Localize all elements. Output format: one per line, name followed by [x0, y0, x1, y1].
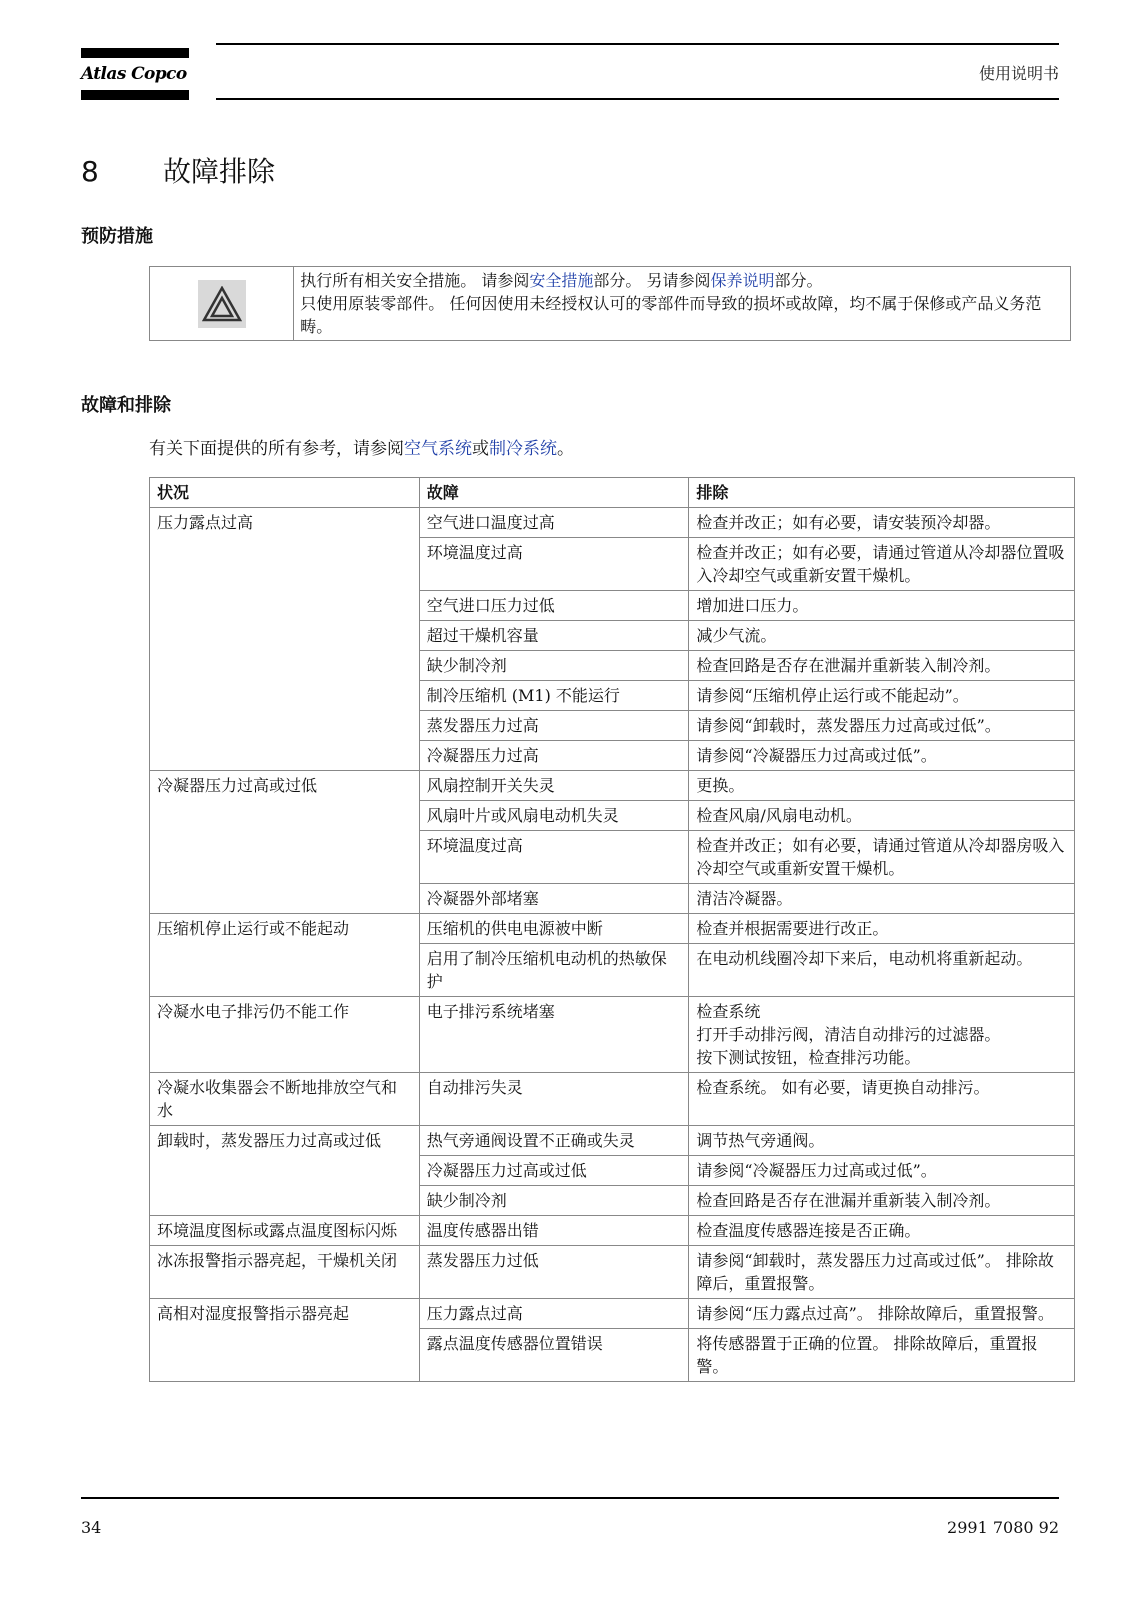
fault-cell: 蒸发器压力过高	[419, 711, 689, 741]
fault-cell: 空气进口压力过低	[419, 591, 689, 621]
fault-cell: 压力露点过高	[419, 1299, 689, 1329]
remedy-cell: 更换。	[689, 771, 1075, 801]
fault-cell: 空气进口温度过高	[419, 508, 689, 538]
warning-text-part: 部分。 另请参阅	[593, 271, 711, 290]
fault-cell: 启用了制冷压缩机电动机的热敏保护	[419, 944, 689, 997]
remedy-cell: 检查并改正；如有必要，请安装预冷却器。	[689, 508, 1075, 538]
condition-cell: 卸载时，蒸发器压力过高或过低	[150, 1126, 420, 1216]
condition-cell: 环境温度图标或露点温度图标闪烁	[150, 1216, 420, 1246]
table-row	[150, 771, 1075, 801]
fault-cell: 超过干燥机容量	[419, 621, 689, 651]
fault-cell: 自动排污失灵	[419, 1073, 689, 1126]
remedy-cell: 检查系统。 如有必要，请更换自动排污。	[689, 1073, 1075, 1126]
condition-cell: 高相对湿度报警指示器亮起	[150, 1299, 420, 1382]
condition-cell: 压力露点过高	[150, 508, 420, 771]
fault-cell: 蒸发器压力过低	[419, 1246, 689, 1299]
table-row	[150, 1246, 1075, 1299]
warning-box	[149, 266, 1071, 341]
fault-cell: 露点温度传感器位置错误	[419, 1329, 689, 1382]
logo-brand-text: Atlas Copco	[81, 64, 187, 84]
warning-text	[294, 267, 1070, 340]
remedy-cell: 清洁冷凝器。	[689, 884, 1075, 914]
remedy-cell: 请参阅“冷凝器压力过高或过低”。	[689, 741, 1075, 771]
warning-line-2: 只使用原装零部件。 任何因使用未经授权认可的零部件而导致的损坏或故障，均不属于保修或产品义务范畴。	[300, 294, 1042, 336]
fault-cell: 环境温度过高	[419, 538, 689, 591]
fault-table-header	[150, 478, 1075, 508]
condition-cell: 冷凝水电子排污仍不能工作	[150, 997, 420, 1073]
condition-cell: 冷凝器压力过高或过低	[150, 771, 420, 914]
chapter-title	[81, 150, 275, 190]
table-row	[150, 1216, 1075, 1246]
remedy-cell: 检查并根据需要进行改正。	[689, 914, 1075, 944]
faults-heading: 故障和排除	[81, 395, 171, 416]
remedy-cell: 检查系统 打开手动排污阀，清洁自动排污的过滤器。 按下测试按钮，检查排污功能。	[689, 997, 1075, 1073]
header-rule-bottom	[216, 98, 1059, 100]
table-row	[150, 1126, 1075, 1156]
faults-intro	[149, 434, 574, 459]
fault-cell: 热气旁通阀设置不正确或失灵	[419, 1126, 689, 1156]
footer-rule	[81, 1497, 1059, 1499]
link-air-system[interactable]: 空气系统	[404, 439, 472, 459]
fault-cell: 风扇叶片或风扇电动机失灵	[419, 801, 689, 831]
fault-cell: 冷凝器压力过高	[419, 741, 689, 771]
remedy-cell: 请参阅“冷凝器压力过高或过低”。	[689, 1156, 1075, 1186]
header-rule-top	[216, 43, 1059, 45]
fault-cell: 压缩机的供电电源被中断	[419, 914, 689, 944]
intro-text-part: 有关下面提供的所有参考，请参阅	[149, 439, 404, 459]
precautions-heading: 预防措施	[81, 226, 153, 247]
document-type: 使用说明书	[978, 64, 1059, 83]
logo-bar-bottom	[81, 90, 189, 100]
warning-triangle-icon	[198, 280, 246, 328]
column-header-condition: 状况	[150, 478, 420, 508]
warning-icon-cell	[150, 267, 294, 340]
fault-cell: 冷凝器外部堵塞	[419, 884, 689, 914]
column-header-fault: 故障	[419, 478, 689, 508]
chapter-number: 8	[81, 155, 99, 188]
condition-cell: 冷凝水收集器会不断地排放空气和水	[150, 1073, 420, 1126]
remedy-cell: 减少气流。	[689, 621, 1075, 651]
fault-cell: 制冷压缩机 (M1) 不能运行	[419, 681, 689, 711]
table-row	[150, 508, 1075, 538]
table-row	[150, 914, 1075, 944]
remedy-cell: 请参阅“卸载时，蒸发器压力过高或过低”。 排除故障后，重置报警。	[689, 1246, 1075, 1299]
table-row	[150, 997, 1075, 1073]
fault-cell: 电子排污系统堵塞	[419, 997, 689, 1073]
column-header-remedy: 排除	[689, 478, 1075, 508]
fault-cell: 缺少制冷剂	[419, 651, 689, 681]
fault-table-body	[150, 508, 1075, 1382]
intro-text-part: 。	[557, 439, 574, 459]
remedy-cell: 检查并改正；如有必要，请通过管道从冷却器位置吸入冷却空气或重新安置干燥机。	[689, 538, 1075, 591]
fault-cell: 温度传感器出错	[419, 1216, 689, 1246]
fault-cell: 冷凝器压力过高或过低	[419, 1156, 689, 1186]
warning-text-part: 部分。	[774, 271, 823, 290]
table-row	[150, 1073, 1075, 1126]
remedy-cell: 调节热气旁通阀。	[689, 1126, 1075, 1156]
remedy-cell: 增加进口压力。	[689, 591, 1075, 621]
remedy-cell: 检查温度传感器连接是否正确。	[689, 1216, 1075, 1246]
remedy-cell: 检查回路是否存在泄漏并重新装入制冷剂。	[689, 1186, 1075, 1216]
logo-bar-top	[81, 48, 189, 58]
document-number: 2991 7080 92	[947, 1518, 1059, 1537]
remedy-cell: 检查回路是否存在泄漏并重新装入制冷剂。	[689, 651, 1075, 681]
remedy-cell: 检查风扇/风扇电动机。	[689, 801, 1075, 831]
chapter-title-text: 故障排除	[163, 155, 276, 188]
condition-cell: 冰冻报警指示器亮起，干燥机关闭	[150, 1246, 420, 1299]
remedy-cell: 检查并改正；如有必要，请通过管道从冷却器房吸入冷却空气或重新安置干燥机。	[689, 831, 1075, 884]
condition-cell: 压缩机停止运行或不能起动	[150, 914, 420, 997]
link-refrigeration-system[interactable]: 制冷系统	[489, 439, 557, 459]
warning-line-1	[300, 269, 1064, 292]
warning-text-part: 执行所有相关安全措施。 请参阅	[300, 271, 530, 290]
fault-cell: 缺少制冷剂	[419, 1186, 689, 1216]
link-maintenance-instructions[interactable]: 保养说明	[710, 271, 775, 290]
intro-text-part: 或	[472, 439, 489, 459]
remedy-cell: 请参阅“压力露点过高”。 排除故障后，重置报警。	[689, 1299, 1075, 1329]
link-safety-precautions[interactable]: 安全措施	[529, 271, 594, 290]
atlas-copco-logo	[81, 48, 189, 100]
fault-table	[149, 477, 1075, 1382]
table-row	[150, 1299, 1075, 1329]
fault-cell: 风扇控制开关失灵	[419, 771, 689, 801]
fault-cell: 环境温度过高	[419, 831, 689, 884]
page-number: 34	[81, 1518, 102, 1537]
remedy-cell: 请参阅“压缩机停止运行或不能起动”。	[689, 681, 1075, 711]
remedy-cell: 请参阅“卸载时，蒸发器压力过高或过低”。	[689, 711, 1075, 741]
remedy-cell: 在电动机线圈冷却下来后，电动机将重新起动。	[689, 944, 1075, 997]
remedy-cell: 将传感器置于正确的位置。 排除故障后，重置报警。	[689, 1329, 1075, 1382]
